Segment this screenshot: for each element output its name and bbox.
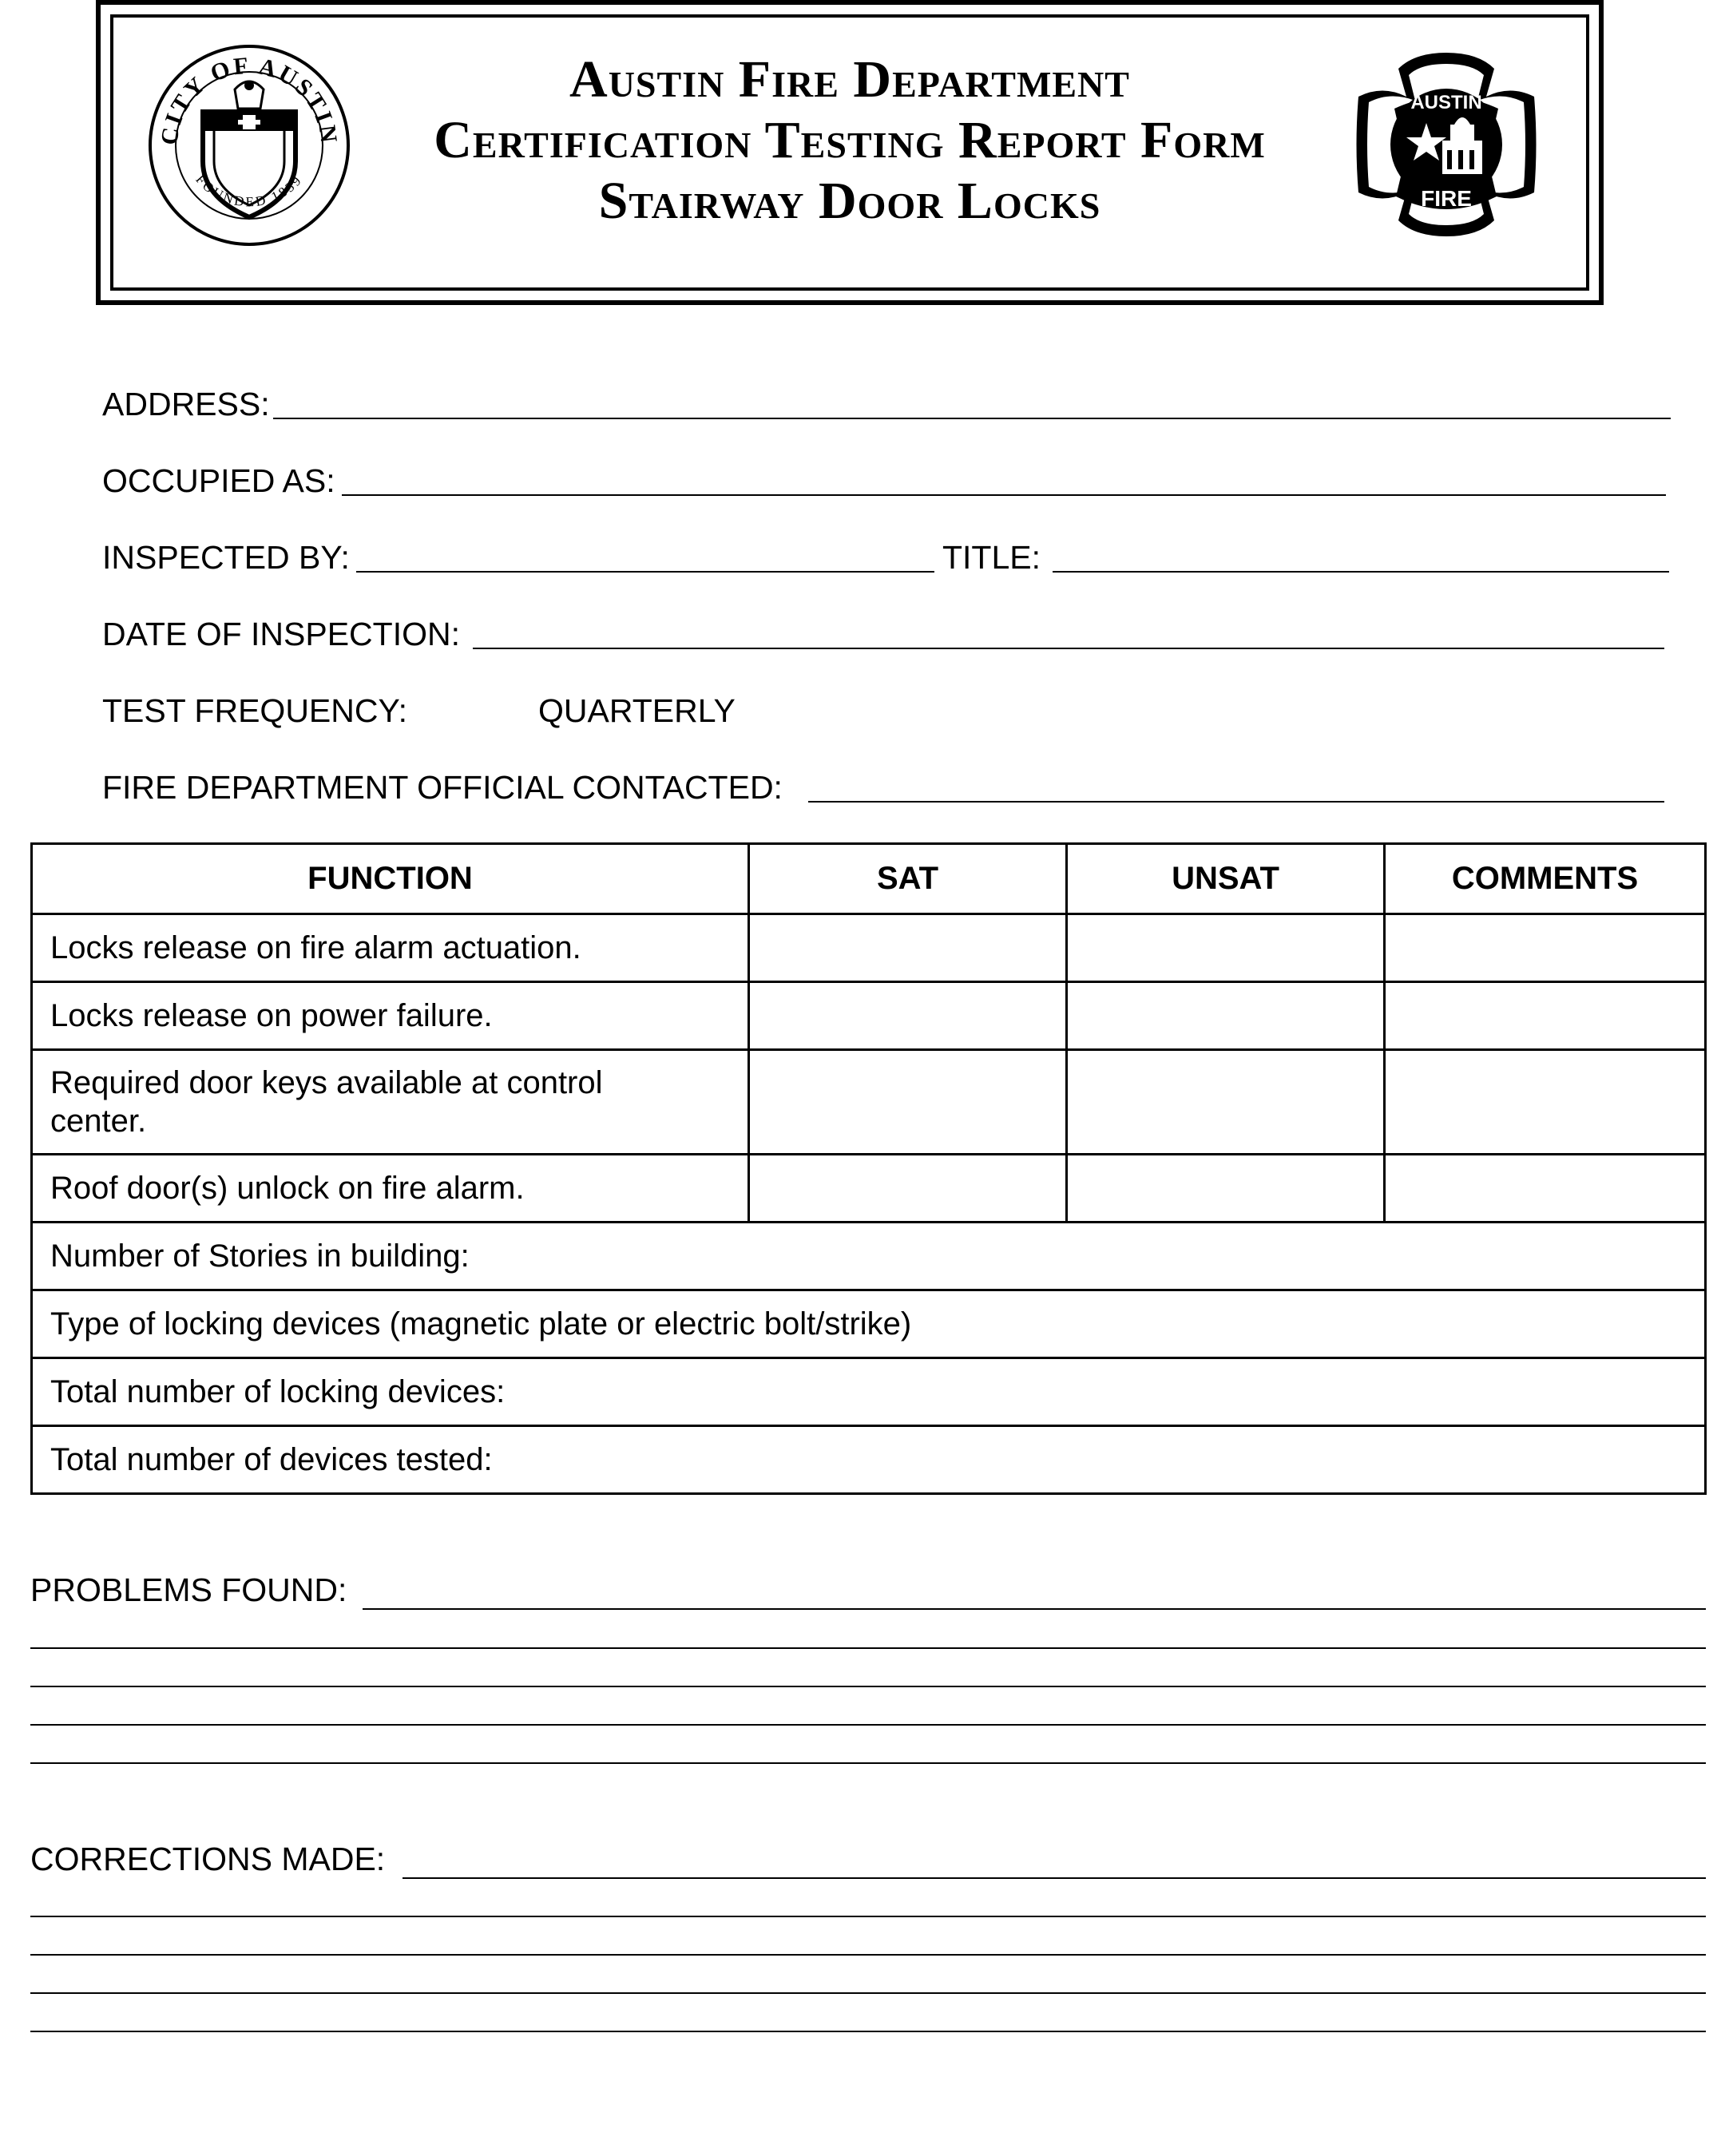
table-row [32, 982, 1706, 1050]
date-of-inspection-label: DATE OF INSPECTION: [102, 616, 460, 652]
function-cell-text: Required door keys available at control center. [50, 1065, 603, 1139]
sat-cell[interactable] [749, 1155, 1067, 1223]
city-of-austin-seal-icon [145, 42, 353, 249]
sat-cell[interactable] [749, 1050, 1067, 1155]
comments-cell[interactable] [1385, 914, 1706, 982]
locking-device-type-cell[interactable]: Type of locking devices (magnetic plate or electric bolt/strike) [32, 1290, 1706, 1358]
comments-cell[interactable] [1385, 982, 1706, 1050]
stories-cell[interactable]: Number of Stories in building: [32, 1223, 1706, 1290]
inspected-by-field[interactable] [356, 571, 934, 573]
problems-found-label: PROBLEMS FOUND: [30, 1571, 347, 1608]
function-cell: Locks release on fire alarm actuation. [32, 914, 749, 982]
info-row [32, 1290, 1706, 1358]
corrections-line[interactable] [30, 1992, 1706, 1994]
unsat-cell[interactable] [1067, 1050, 1385, 1155]
info-row [32, 1223, 1706, 1290]
svg-text:FIRE: FIRE [1421, 186, 1472, 211]
title-line-subject: Stairway Door Locks [598, 172, 1101, 230]
official-contacted-field[interactable] [808, 801, 1664, 803]
form-title [377, 50, 1323, 232]
corrections-line[interactable] [30, 1954, 1706, 1956]
table-header-row [32, 844, 1706, 914]
corrections-made-label: CORRECTIONS MADE: [30, 1841, 386, 1877]
inspected-by-label: INSPECTED BY: [102, 539, 350, 576]
title-label: TITLE: [942, 539, 1041, 576]
svg-text:FOUNDED 1839: FOUNDED 1839 [192, 172, 306, 210]
table-row [32, 914, 1706, 982]
corrections-line[interactable] [30, 2031, 1706, 2032]
austin-fire-logo-icon [1338, 37, 1554, 252]
occupied-as-field[interactable] [342, 494, 1666, 496]
sat-column-header: SAT [749, 844, 1067, 914]
unsat-cell[interactable] [1067, 1155, 1385, 1223]
comments-column-header: COMMENTS [1385, 844, 1706, 914]
total-devices-tested-cell[interactable]: Total number of devices tested: [32, 1426, 1706, 1494]
test-frequency-value: QUARTERLY [538, 692, 736, 729]
corrections-line[interactable] [30, 1916, 1706, 1917]
unsat-cell[interactable] [1067, 914, 1385, 982]
header-inner-border [110, 14, 1589, 291]
table-row [32, 1155, 1706, 1223]
problems-line[interactable] [363, 1608, 1706, 1610]
title-line-form: Certification Testing Report Form [434, 111, 1266, 169]
problems-line[interactable] [30, 1686, 1706, 1687]
info-row [32, 1358, 1706, 1426]
sat-cell[interactable] [749, 982, 1067, 1050]
occupied-as-label: OCCUPIED AS: [102, 462, 335, 499]
date-of-inspection-field[interactable] [473, 648, 1664, 649]
problems-line[interactable] [30, 1724, 1706, 1726]
table-row [32, 1050, 1706, 1155]
address-label: ADDRESS: [102, 386, 270, 422]
title-line-department: Austin Fire Department [569, 50, 1130, 109]
comments-cell[interactable] [1385, 1050, 1706, 1155]
official-contacted-label: FIRE DEPARTMENT OFFICIAL CONTACTED: [102, 769, 783, 806]
sat-cell[interactable] [749, 914, 1067, 982]
svg-text:AUSTIN: AUSTIN [1410, 92, 1482, 113]
address-field[interactable] [273, 418, 1671, 419]
problems-line[interactable] [30, 1647, 1706, 1649]
info-row [32, 1426, 1706, 1494]
function-cell: Roof door(s) unlock on fire alarm. [32, 1155, 749, 1223]
svg-text:CITY OF AUSTIN: CITY OF AUSTIN [156, 52, 343, 147]
problems-line[interactable] [30, 1762, 1706, 1764]
test-frequency-label: TEST FREQUENCY: [102, 692, 407, 729]
comments-cell[interactable] [1385, 1155, 1706, 1223]
function-table [30, 842, 1707, 1495]
function-cell [32, 1050, 749, 1155]
function-cell: Locks release on power failure. [32, 982, 749, 1050]
unsat-cell[interactable] [1067, 982, 1385, 1050]
corrections-line[interactable] [403, 1877, 1706, 1879]
function-column-header: FUNCTION [32, 844, 749, 914]
unsat-column-header: UNSAT [1067, 844, 1385, 914]
total-locking-devices-cell[interactable]: Total number of locking devices: [32, 1358, 1706, 1426]
title-field[interactable] [1053, 571, 1669, 573]
header-box [96, 0, 1604, 305]
